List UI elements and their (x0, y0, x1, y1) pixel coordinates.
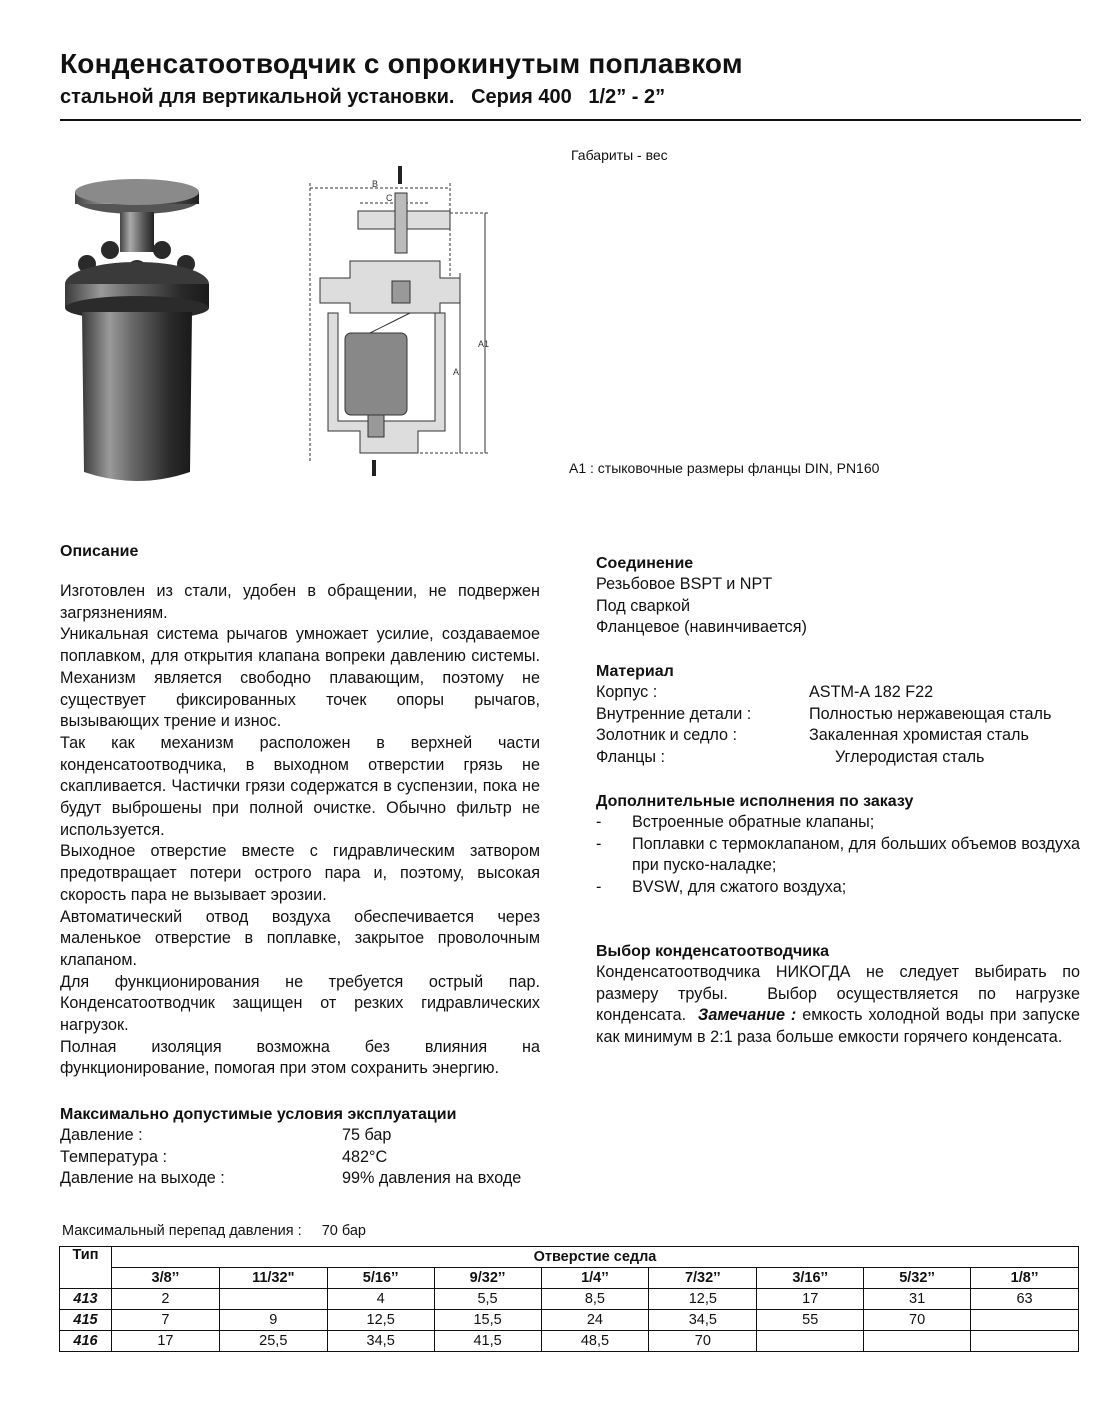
dimension-label-a: A (453, 367, 460, 377)
column-header: 5/32’’ (864, 1268, 971, 1289)
condition-row: Температура : 482°C (60, 1147, 388, 1166)
table-cell: 8,5 (541, 1289, 649, 1310)
connection-item: Резьбовое BSPT и NPT (596, 575, 773, 593)
column-header: 3/8’’ (111, 1268, 219, 1289)
dimension-label-a1: A1 (478, 339, 490, 349)
table-cell: 70 (864, 1310, 971, 1331)
dimensions-caption: Габариты - вес (571, 147, 668, 163)
table-caption: Максимальный перепад давления : 70 бар (62, 1223, 366, 1239)
table-cell: 12,5 (327, 1310, 434, 1331)
note-label: Замечание : (697, 1006, 797, 1025)
table-cell: 15,5 (434, 1310, 541, 1331)
column-header: 9/32’’ (434, 1268, 541, 1289)
selection-section (596, 941, 1085, 1049)
product-photo (62, 172, 212, 484)
table-cell: 12,5 (649, 1289, 757, 1310)
table-row (60, 1310, 1079, 1331)
description-section (60, 543, 540, 1080)
table-cell (219, 1289, 327, 1310)
table-cell: 17 (757, 1289, 864, 1310)
table-cell (757, 1331, 864, 1352)
table-cell: 7 (111, 1310, 219, 1331)
description-paragraph: Для функционирования не требуется острый пар. Конденсатоотводчик защищен от резких гидравлических нагрузок. (60, 972, 540, 1035)
material-section (596, 661, 1082, 769)
table-cell: 24 (541, 1310, 649, 1331)
description-paragraph: Полная изоляция возможна без влияния на функционирование, помогая при этом сохранить энергию. (60, 1037, 540, 1078)
table-cell: 25,5 (219, 1331, 327, 1352)
a1-caption: A1 : стыковочные размеры фланцы DIN, PN160 (569, 460, 880, 476)
table-cell: 34,5 (327, 1331, 434, 1352)
description-paragraph: Автоматический отвод воздуха обеспечивается через маленькое отверстие в поплавке, закрытое проволочным клапаном. (60, 907, 540, 969)
description-paragraph: Так как механизм расположен в верхней части конденсатоотводчика, в выходном отверстии грязь не скапливается. Частички грязи содержатся в суспензии, пока не будут выброшены при полной очистке. Обычно фильтр не используется. (60, 733, 540, 839)
column-header-row (60, 1268, 1079, 1289)
type-cell: 415 (60, 1310, 112, 1331)
description-heading: Описание (60, 543, 139, 560)
column-header: 1/8’’ (971, 1268, 1079, 1289)
type-cell: 416 (60, 1331, 112, 1352)
material-heading: Материал (596, 663, 674, 680)
option-item: - Поплавки с термоклапаном, для больших объемов воздуха при пуско-наладке; (596, 834, 1080, 875)
table-cell: 5,5 (434, 1289, 541, 1310)
selection-text: Конденсатоотводчика НИКОГДА не следует выбирать по размеру трубы. Выбор осуществляется по нагрузке конденсата. Замечание : емкость холодной воды при запуске как минимум в 2:1 раза больше емкости горячего конденсата. (596, 963, 1085, 1047)
description-paragraph: Уникальная система рычагов умножает усилие, создаваемое поплавком, для открытия клапана вопреки давлению системы. Механизм является свободно плавающим, поэтому не существует фиксированных точек опоры рычагов, вызывающих трение и износ. (60, 625, 540, 731)
table-cell: 55 (757, 1310, 864, 1331)
dimension-label-b: B (372, 179, 379, 189)
conditions-heading: Максимально допустимые условия эксплуатации (60, 1106, 457, 1123)
table-cell: 34,5 (649, 1310, 757, 1331)
options-heading: Дополнительные исполнения по заказу (596, 793, 914, 810)
description-paragraph: Изготовлен из стали, удобен в обращении, не подвержен загрязнениям. (60, 582, 540, 622)
type-cell: 413 (60, 1289, 112, 1310)
material-row: Внутренние детали : Полностью нержавеющая сталь (596, 704, 1052, 723)
table-cell: 41,5 (434, 1331, 541, 1352)
table-cell: 48,5 (541, 1331, 649, 1352)
group-header: Отверстие седла (111, 1247, 1078, 1268)
table-cell: 2 (111, 1289, 219, 1310)
connection-item: Под сваркой (596, 596, 691, 615)
conditions-section (60, 1104, 550, 1190)
options-section (596, 791, 1080, 899)
table-cell: 63 (971, 1289, 1079, 1310)
table-cell: 9 (219, 1310, 327, 1331)
table-cell (971, 1331, 1079, 1352)
selection-heading: Выбор конденсатоотводчика (596, 943, 830, 960)
table-cell: 70 (649, 1331, 757, 1352)
section-drawing (300, 163, 500, 478)
column-header: 11/32" (219, 1268, 327, 1289)
column-header: 1/4’’ (541, 1268, 649, 1289)
header-rule (60, 119, 1081, 121)
table-cell: 31 (864, 1289, 971, 1310)
material-row: Золотник и седло : Закаленная хромистая сталь (596, 726, 1029, 745)
table-cell (971, 1310, 1079, 1331)
page-subtitle: стальной для вертикальной установки. Серия 400 1/2” - 2” (60, 86, 666, 108)
condition-row: Давление на выходе : 99% давления на входе (60, 1169, 522, 1188)
material-row: Фланцы : Углеродистая сталь (596, 748, 985, 767)
column-header: 7/32’’ (649, 1268, 757, 1289)
condition-row: Давление : 75 бар (60, 1126, 392, 1144)
table-cell: 4 (327, 1289, 434, 1310)
column-header: 3/16’’ (757, 1268, 864, 1289)
connection-item: Фланцевое (навинчивается) (596, 618, 807, 637)
option-item: - Встроенные обратные клапаны; (596, 813, 875, 831)
dimension-label-c: C (386, 193, 393, 203)
column-header: 5/16’’ (327, 1268, 434, 1289)
seat-orifice-table (59, 1246, 1079, 1352)
table-cell (864, 1331, 971, 1352)
material-row: Корпус : ASTM-A 182 F22 (596, 683, 934, 701)
type-header: Тип (60, 1247, 112, 1289)
connection-section (596, 553, 1082, 639)
table-cell: 17 (111, 1331, 219, 1352)
table-row (60, 1289, 1079, 1310)
option-item: - BVSW, для сжатого воздуха; (596, 878, 847, 897)
description-paragraph: Выходное отверстие вместе с гидравлическим затвором предотвращает потери острого пара и, поэтому, высокая скорость пара не вызывает эрозии. (60, 842, 540, 904)
table-row (60, 1331, 1079, 1352)
connection-heading: Соединение (596, 555, 694, 572)
page-title: Конденсатоотводчик с опрокинутым поплавком (60, 48, 743, 79)
